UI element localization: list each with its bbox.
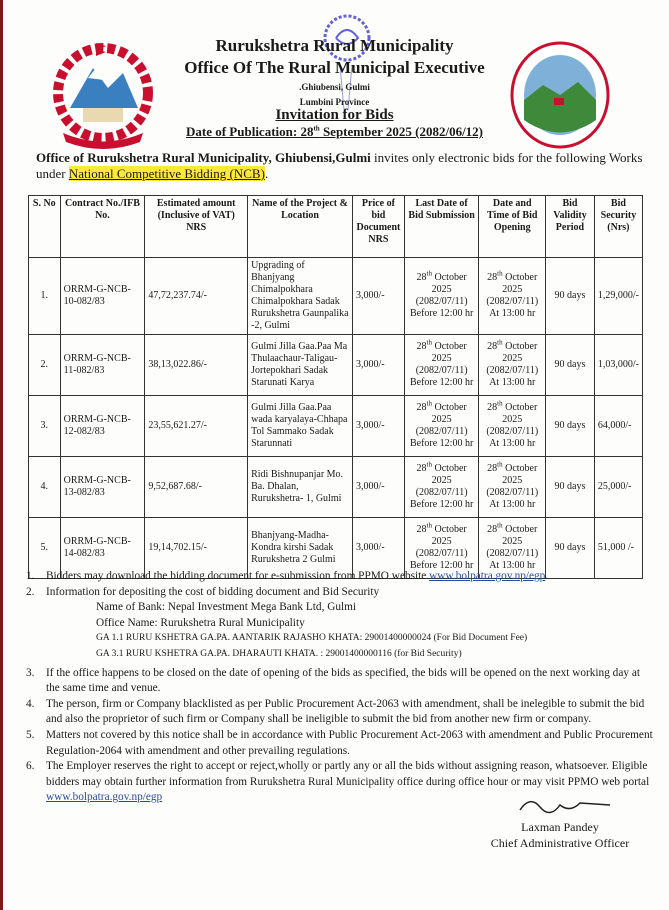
date-text: October 2025 (2082/07/11) At 13:00 hr <box>486 463 539 510</box>
date-text: October 2025 (2082/07/11) At 13:00 hr <box>486 341 539 388</box>
date-text: October 2025 (2082/07/11) Before 12:00 hr <box>409 463 474 510</box>
publication-date <box>0 124 669 140</box>
note-1 <box>26 569 656 585</box>
cell-validity: 90 days <box>546 396 595 457</box>
signatory-title: Chief Administrative Officer <box>490 836 630 850</box>
note-2 <box>26 585 656 601</box>
note-3 <box>26 666 656 697</box>
office-name-line: Office Name: Rurukshetra Rural Municipality <box>96 616 305 629</box>
cell-contract: ORRM-G-NCB-13-082/83 <box>60 457 145 518</box>
date-day: 28 <box>416 272 427 283</box>
cell-validity: 90 days <box>546 457 595 518</box>
date-sup: th <box>497 399 503 408</box>
ppmo-link[interactable]: www.bolpatra.gov.np/egp <box>429 570 546 582</box>
cell-project: Gulmi Jilla Gaa.Paa Ma Thulaachaur-Taligau-Jortepokhari Sadak Starunati Karya <box>248 335 353 396</box>
column-header: Last Date of Bid Submission <box>404 196 478 258</box>
date-day: 28 <box>487 341 498 352</box>
cell-opening <box>479 457 546 518</box>
intro-paragraph <box>36 150 646 182</box>
date-suffix: September 2025 (2082/06/12) <box>319 124 484 139</box>
bank-name: Name of Bank: Nepal Investment Mega Bank Ltd, Gulmi <box>96 601 357 614</box>
note-number: 1. <box>26 570 35 582</box>
cell-project: Upgrading of Bhanjyang Chimalpokhara Chimalpokhara Sadak Rurukshetra Gaunpalika -2, Gulmi <box>248 258 353 335</box>
table-row <box>29 258 643 335</box>
cell-security: 25,000/- <box>594 457 642 518</box>
table-row <box>29 335 643 396</box>
cell-project: Gulmi Jilla Gaa.Paa wada karyalaya-Chhapa Tol Sammako Sadak Starunnati <box>248 396 353 457</box>
date-sup: th <box>497 521 503 530</box>
note-text: Matters not covered by this notice shall be in accordance with Public Procurement Act-2063 with amendment and Public Procurement Regulation-2064 with amendment and other prevailing regulations. <box>46 728 653 757</box>
date-text: October 2025 (2082/07/11) Before 12:00 hr <box>409 402 474 449</box>
cell-price: 3,000/- <box>352 518 404 579</box>
cell-validity: 90 days <box>546 335 595 396</box>
date-day: 28 <box>487 402 498 413</box>
address: .Ghiubensi, Gulmi <box>299 82 370 92</box>
cell-amount: 38,13,022.86/- <box>145 335 248 396</box>
note-text: The person, firm or Company blacklisted as per Public Procurement Act-2063 with amendment, shall be inelegible to submit the bid and also the proprietor of such firm or Company shall be ineligible to submit the bid from another new firm or company. <box>46 697 645 726</box>
signatory-name: Laxman Pandey <box>521 820 599 834</box>
account-2: GA 3.1 RURU KSHETRA GA.PA. DHARAUTI KHATA. : 29001400000116 (for Bid Security) <box>96 648 462 659</box>
cell-amount: 47,72,237.74/- <box>145 258 248 335</box>
bids-table <box>28 195 643 579</box>
date-day: 28 <box>416 463 427 474</box>
date-day: 28 <box>487 272 498 283</box>
date-sup: th <box>426 521 432 530</box>
note-number: 3. <box>26 666 35 679</box>
cell-last-date <box>404 258 478 335</box>
cell-last-date <box>404 335 478 396</box>
date-day: 28 <box>416 524 427 535</box>
note-number: 2. <box>26 585 35 598</box>
cell-sn: 4. <box>29 457 61 518</box>
date-sup: th <box>497 460 503 469</box>
date-day: 28 <box>416 402 427 413</box>
column-header: Price of bid Document NRS <box>352 196 404 258</box>
cell-last-date <box>404 396 478 457</box>
date-text: October 2025 (2082/07/11) At 13:00 hr <box>486 402 539 449</box>
note-text: Information for depositing the cost of bidding document and Bid Security <box>46 585 380 598</box>
date-sup: th <box>426 338 432 347</box>
column-header: Name of the Project & Location <box>248 196 353 258</box>
cell-sn: 3. <box>29 396 61 457</box>
municipality-name: Rurukshetra Rural Municipality <box>215 36 454 55</box>
cell-opening <box>479 335 546 396</box>
date-sup: th <box>497 269 503 278</box>
account-1: GA 1.1 RURU KSHETRA GA.PA. AANTARIK RAJASHO KHATA: 29001400000024 (For Bid Document Fee) <box>96 633 528 644</box>
cell-security: 51,000 /- <box>594 518 642 579</box>
date-sup: th <box>426 399 432 408</box>
cell-amount: 19,14,702.15/- <box>145 518 248 579</box>
note-end: . <box>545 570 549 582</box>
cell-sn: 1. <box>29 258 61 335</box>
cell-contract: ORRM-G-NCB-10-082/83 <box>60 258 145 335</box>
cell-sn: 2. <box>29 335 61 396</box>
cell-amount: 9,52,687.68/- <box>145 457 248 518</box>
signature-block <box>470 795 650 851</box>
cell-project: Bhanjyang-Madha-Kondra kirshi Sadak Rurukshetra 2 Gulmi <box>248 518 353 579</box>
note-4 <box>26 697 656 728</box>
intro-bold: Office of Rurukshetra Rural Municipality, Ghiubensi,Gulmi <box>36 150 371 165</box>
date-text: October 2025 (2082/07/11) Before 12:00 hr <box>409 272 474 319</box>
table-row <box>29 457 643 518</box>
date-text: October 2025 (2082/07/11) At 13:00 hr <box>486 524 539 571</box>
date-sup: th <box>313 124 320 133</box>
ppmo-portal-link[interactable]: www.bolpatra.gov.np/egp <box>46 791 163 804</box>
intro-text: invites only electronic bids for the following Works under <box>36 150 643 181</box>
note-number: 6. <box>26 760 35 773</box>
cell-sn: 5. <box>29 518 61 579</box>
province: Lumbini Province <box>299 97 370 107</box>
column-header: Bid Validity Period <box>546 196 595 258</box>
cell-validity: 90 days <box>546 518 595 579</box>
office-name: Office Of The Rural Municipal Executive <box>184 58 485 77</box>
note-text: Bidders may download the bidding document for e-submission from PPMO website <box>46 570 430 582</box>
date-prefix: Date of Publication: 28 <box>185 124 314 139</box>
column-header: Bid Security (Nrs) <box>594 196 642 258</box>
note-number: 5. <box>26 728 35 741</box>
note-number: 4. <box>26 697 35 710</box>
cell-security: 1,29,000/- <box>594 258 642 335</box>
cell-opening <box>479 396 546 457</box>
note-text: If the office happens to be closed on the date of opening of the bids as specified, the bids will be opened on the next working day at the same time and venue. <box>46 666 640 695</box>
date-day: 28 <box>487 463 498 474</box>
cell-price: 3,000/- <box>352 457 404 518</box>
note-text: The Employer reserves the right to accept or reject,wholly or partly any or all the bids without assigning reason, whatsoever. Eligible bidders may obtain further information from Rurukshetra Rural Municipality office during office hour or may visit PPMO web portal <box>46 760 650 788</box>
intro-end: . <box>264 166 269 181</box>
cell-contract: ORRM-G-NCB-14-082/83 <box>60 518 145 579</box>
date-sup: th <box>497 338 503 347</box>
table-header-row <box>29 196 643 258</box>
date-sup: th <box>426 269 432 278</box>
cell-amount: 23,55,621.27/- <box>145 396 248 457</box>
cell-contract: ORRM-G-NCB-11-082/83 <box>60 335 145 396</box>
cell-validity: 90 days <box>546 258 595 335</box>
ncb-highlight: National Competitive Bidding (NCB) <box>68 166 265 181</box>
cell-price: 3,000/- <box>352 396 404 457</box>
cell-security: 64,000/- <box>594 396 642 457</box>
cell-price: 3,000/- <box>352 258 404 335</box>
column-header: Estimated amount (Inclusive of VAT) NRS <box>145 196 248 258</box>
date-sup: th <box>426 460 432 469</box>
cell-security: 1,03,000/- <box>594 335 642 396</box>
cell-project: Ridi Bishnupanjar Mo. Ba. Dhalan, Rurukshetra- 1, Gulmi <box>248 457 353 518</box>
cell-last-date <box>404 457 478 518</box>
cell-contract: ORRM-G-NCB-12-082/83 <box>60 396 145 457</box>
date-text: October 2025 (2082/07/11) Before 12:00 hr <box>409 341 474 388</box>
date-text: October 2025 (2082/07/11) At 13:00 hr <box>486 272 539 319</box>
handwritten-signature <box>500 795 620 815</box>
column-header: Date and Time of Bid Opening <box>479 196 546 258</box>
date-day: 28 <box>416 341 427 352</box>
table-row <box>29 396 643 457</box>
cell-opening <box>479 258 546 335</box>
cell-price: 3,000/- <box>352 335 404 396</box>
notes-list <box>26 569 656 806</box>
note-5 <box>26 728 656 759</box>
column-header: Contract No./IFB No. <box>60 196 145 258</box>
date-day: 28 <box>487 524 498 535</box>
date-text: October 2025 (2082/07/11) Before 12:00 hr <box>409 524 474 571</box>
column-header: S. No <box>29 196 61 258</box>
notice-title: Invitation for Bids <box>275 107 394 123</box>
